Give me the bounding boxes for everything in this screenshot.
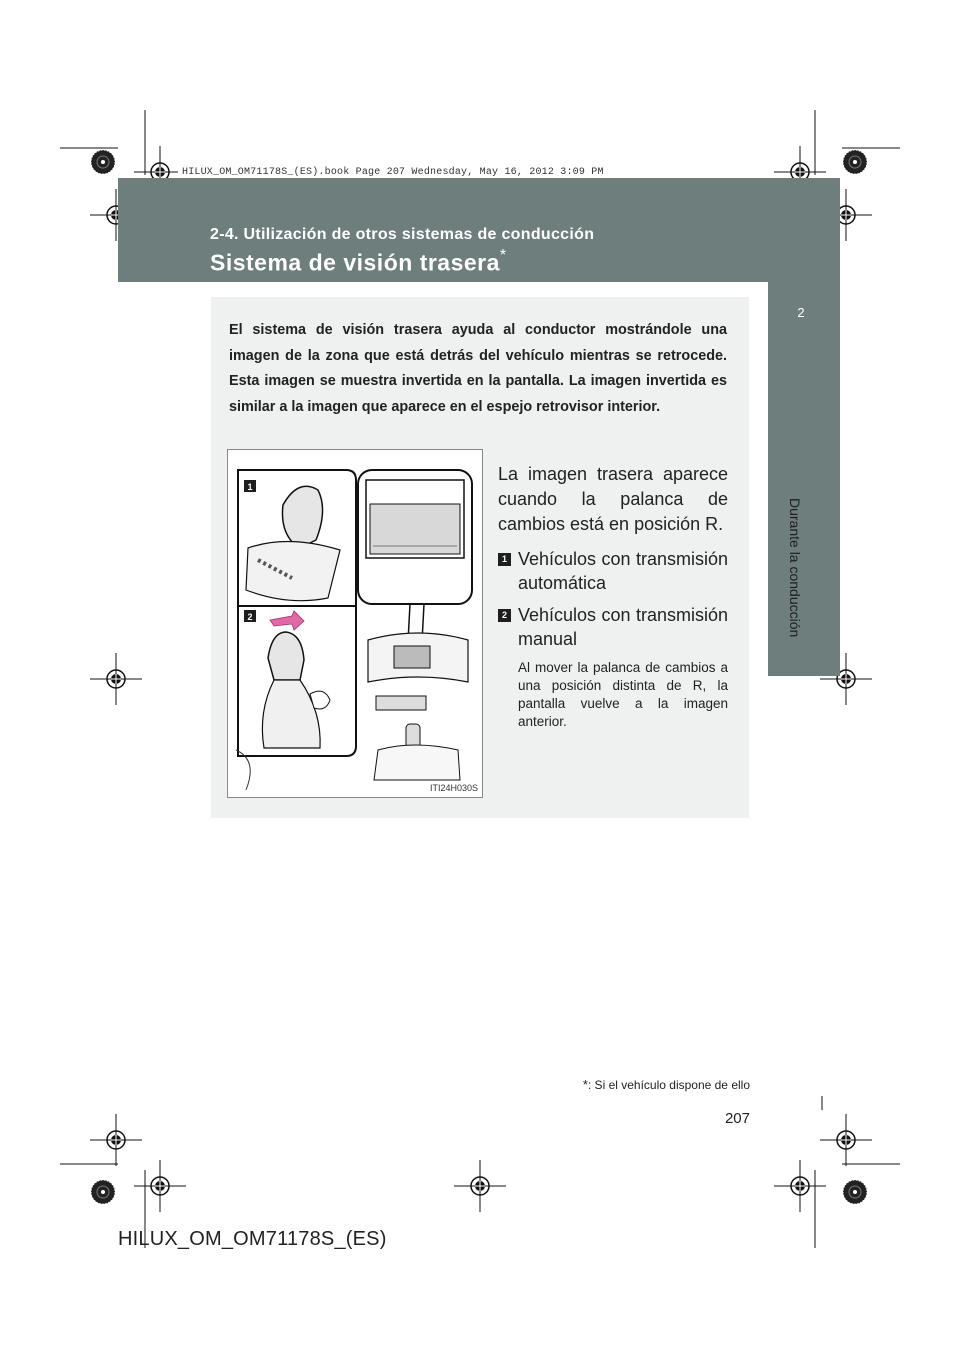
item-text: Vehículos con transmisión automática bbox=[518, 549, 728, 593]
footnote bbox=[583, 1077, 750, 1092]
list-item bbox=[498, 547, 728, 595]
rear-view-figure bbox=[227, 449, 483, 798]
list-item bbox=[498, 603, 728, 651]
chapter-tab bbox=[768, 282, 840, 676]
figure-badge-1: 1 bbox=[247, 482, 253, 492]
title-footnote-mark: * bbox=[499, 247, 507, 264]
book-info-line: HILUX_OM_OM71178S_(ES).book Page 207 Wednesday, May 16, 2012 3:09 PM bbox=[178, 167, 608, 178]
note-paragraph: Al mover la palanca de cambios a una posición distinta de R, la pantalla vuelve a la imagen anterior. bbox=[518, 660, 728, 729]
description-column bbox=[498, 462, 728, 731]
section-heading: 2-4. Utilización de otros sistemas de conducción bbox=[210, 226, 595, 243]
item-text: Vehículos con transmisión manual bbox=[518, 605, 728, 649]
item-number-badge: 1 bbox=[498, 553, 511, 566]
page-title-text: Sistema de visión trasera bbox=[210, 249, 500, 276]
footnote-mark: * bbox=[582, 1077, 588, 1092]
document-id: HILUX_OM_OM71178S_(ES) bbox=[118, 1228, 387, 1250]
chapter-tab-label: Durante la conducción bbox=[787, 498, 803, 638]
page-title bbox=[210, 249, 507, 277]
figure-code: ITI24H030S bbox=[429, 783, 478, 793]
figure-illustration bbox=[228, 450, 482, 797]
chapter-tab-number: 2 bbox=[797, 305, 805, 320]
intro-paragraph: El sistema de visión trasera ayuda al conductor mostrándole una imagen de la zona que está detrás del vehículo mientras se retrocede. Esta imagen se muestra invertida en la pantalla. La imagen invertida es similar a la imagen que aparece en el espejo retrovisor interior. bbox=[229, 322, 727, 415]
footnote-text: : Si el vehículo dispone de ello bbox=[587, 1078, 750, 1092]
figure-badge-2: 2 bbox=[247, 612, 253, 622]
item-number-badge: 2 bbox=[498, 609, 511, 622]
page-number: 207 bbox=[724, 1110, 750, 1127]
lead-paragraph: La imagen trasera aparece cuando la palanca de cambios está en posición R. bbox=[498, 464, 728, 534]
